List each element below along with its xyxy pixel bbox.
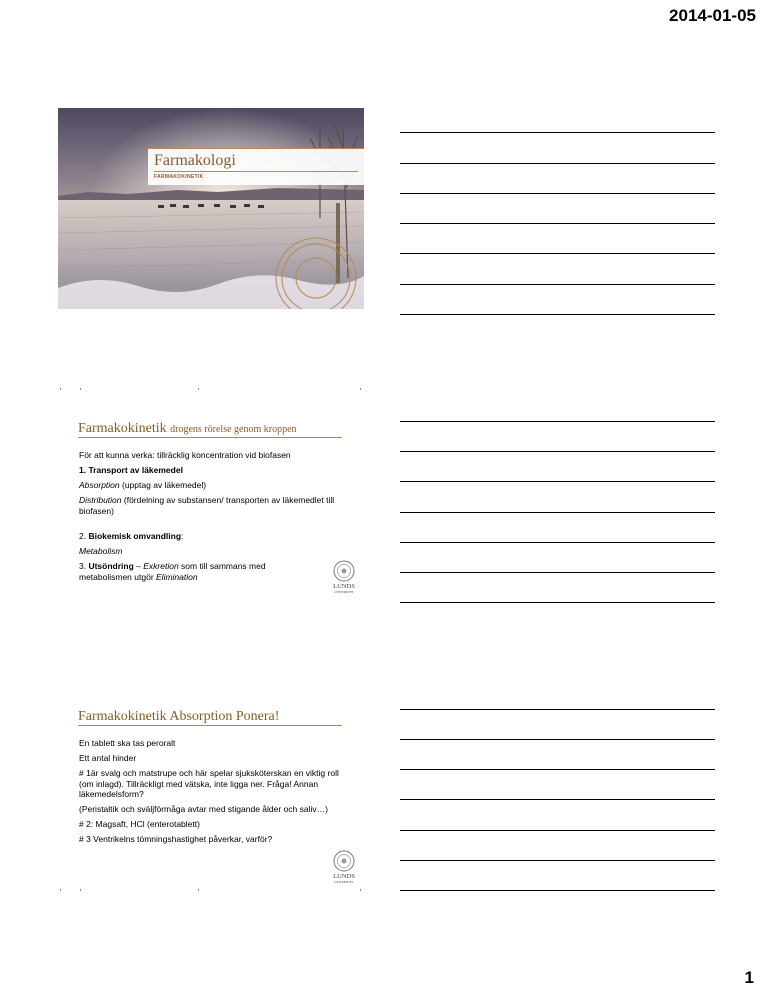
svg-text:LUNDS: LUNDS (333, 583, 355, 590)
note-line (400, 542, 715, 543)
list-item: # 2: Magsaft, HCl (enterotablett) (79, 819, 200, 829)
slide-body (79, 450, 341, 587)
point-metabolism (79, 546, 341, 557)
svg-text:UNIVERSITET: UNIVERSITET (334, 880, 354, 884)
heading-subtitle: drogens rörelse genom kroppen (170, 424, 297, 435)
tick-mark (80, 388, 81, 390)
note-line (400, 602, 715, 603)
tick-mark (60, 889, 61, 891)
point-3-dash: – (133, 561, 144, 571)
distribution-term: Distribution (79, 495, 122, 505)
lund-university-logo (328, 560, 360, 594)
point-3-desc: som till sammans med metabolismen utgör (79, 561, 266, 582)
lund-university-logo (328, 850, 360, 884)
point-2-bold: Biokemisk omvandling (88, 531, 182, 541)
note-line (400, 163, 715, 164)
page-number: 1 (744, 968, 754, 987)
note-line (400, 284, 715, 285)
svg-text:LUNDS: LUNDS (333, 873, 355, 880)
heading-rule (78, 437, 342, 438)
intro-text: För att kunna verka: tillräcklig koncentration vid biofasen (79, 450, 291, 460)
slide-absorption (58, 700, 364, 900)
absorption-term: Absorption (79, 480, 120, 490)
note-line (400, 193, 715, 194)
note-line (400, 451, 715, 452)
point-absorption (79, 480, 341, 491)
list-item: (Peristaltik och sväljförmåga avtar med stigande ålder och saliv…) (79, 804, 328, 814)
title-divider (154, 171, 358, 172)
note-line (400, 830, 715, 831)
tick-mark (198, 388, 199, 390)
point-2-colon: : (181, 531, 184, 541)
list-item: Ett antal hinder (79, 753, 137, 763)
note-line (400, 314, 715, 315)
absorption-desc: (upptag av läkemedel) (119, 480, 207, 490)
note-line (400, 481, 715, 482)
heading-main: Farmakokinetik (78, 421, 167, 436)
list-item: # 1är svalg och matstrupe och här spelar sjuksköterskan en viktig roll (om inlagd). Tillräckligt med vätska, inte ligga ner. Fråga! Annan läkemedelsform? (79, 768, 339, 799)
note-line (400, 421, 715, 422)
point-3-num: 3. (79, 561, 89, 571)
note-line (400, 739, 715, 740)
elimination-term: Elimination (156, 571, 198, 582)
distribution-desc: (fördelning av substansen/ transporten av läkemedlet till biofasen) (79, 495, 335, 516)
note-line (400, 132, 715, 133)
point-3 (79, 561, 299, 582)
heading-rule (78, 725, 342, 726)
point-distribution (79, 495, 341, 516)
slide-title (58, 108, 364, 309)
point-2 (79, 531, 341, 542)
list-item: En tablett ska tas peroralt (79, 738, 176, 748)
slide-farmakokinetik (58, 412, 364, 612)
header-date: 2014-01-05 (669, 6, 756, 25)
point-1 (79, 465, 341, 476)
title-box (148, 148, 364, 185)
tick-mark (360, 889, 361, 891)
point-1-bold: 1. Transport av läkemedel (79, 465, 183, 475)
note-line (400, 709, 715, 710)
university-seal-icon (328, 560, 360, 594)
slide-body (79, 738, 341, 849)
svg-text:UNIVERSITET: UNIVERSITET (334, 590, 354, 594)
point-3-bold: Utsöndring (88, 561, 134, 571)
slide-heading: Farmakokinetik Absorption Ponera! (78, 709, 280, 724)
tick-mark (198, 889, 199, 891)
metabolism-term: Metabolism (79, 546, 123, 556)
slide-title-text: Farmakologi (154, 152, 236, 169)
point-2-num: 2. (79, 531, 89, 541)
note-line (400, 223, 715, 224)
university-seal-icon (328, 850, 360, 884)
note-line (400, 572, 715, 573)
note-line (400, 253, 715, 254)
note-line (400, 860, 715, 861)
tick-mark (80, 889, 81, 891)
note-line (400, 890, 715, 891)
tick-mark (360, 388, 361, 390)
exkretion-term: Exkretion (143, 561, 179, 571)
tick-mark (60, 388, 61, 390)
note-line (400, 512, 715, 513)
slide-subtitle-text: FARMAKOKINETIK (154, 174, 204, 180)
slide-heading (78, 421, 297, 437)
list-item: # 3 Ventrikelns tömningshastighet påverkar, varför? (79, 834, 273, 844)
note-line (400, 769, 715, 770)
note-line (400, 799, 715, 800)
winter-field-photo (58, 108, 364, 309)
